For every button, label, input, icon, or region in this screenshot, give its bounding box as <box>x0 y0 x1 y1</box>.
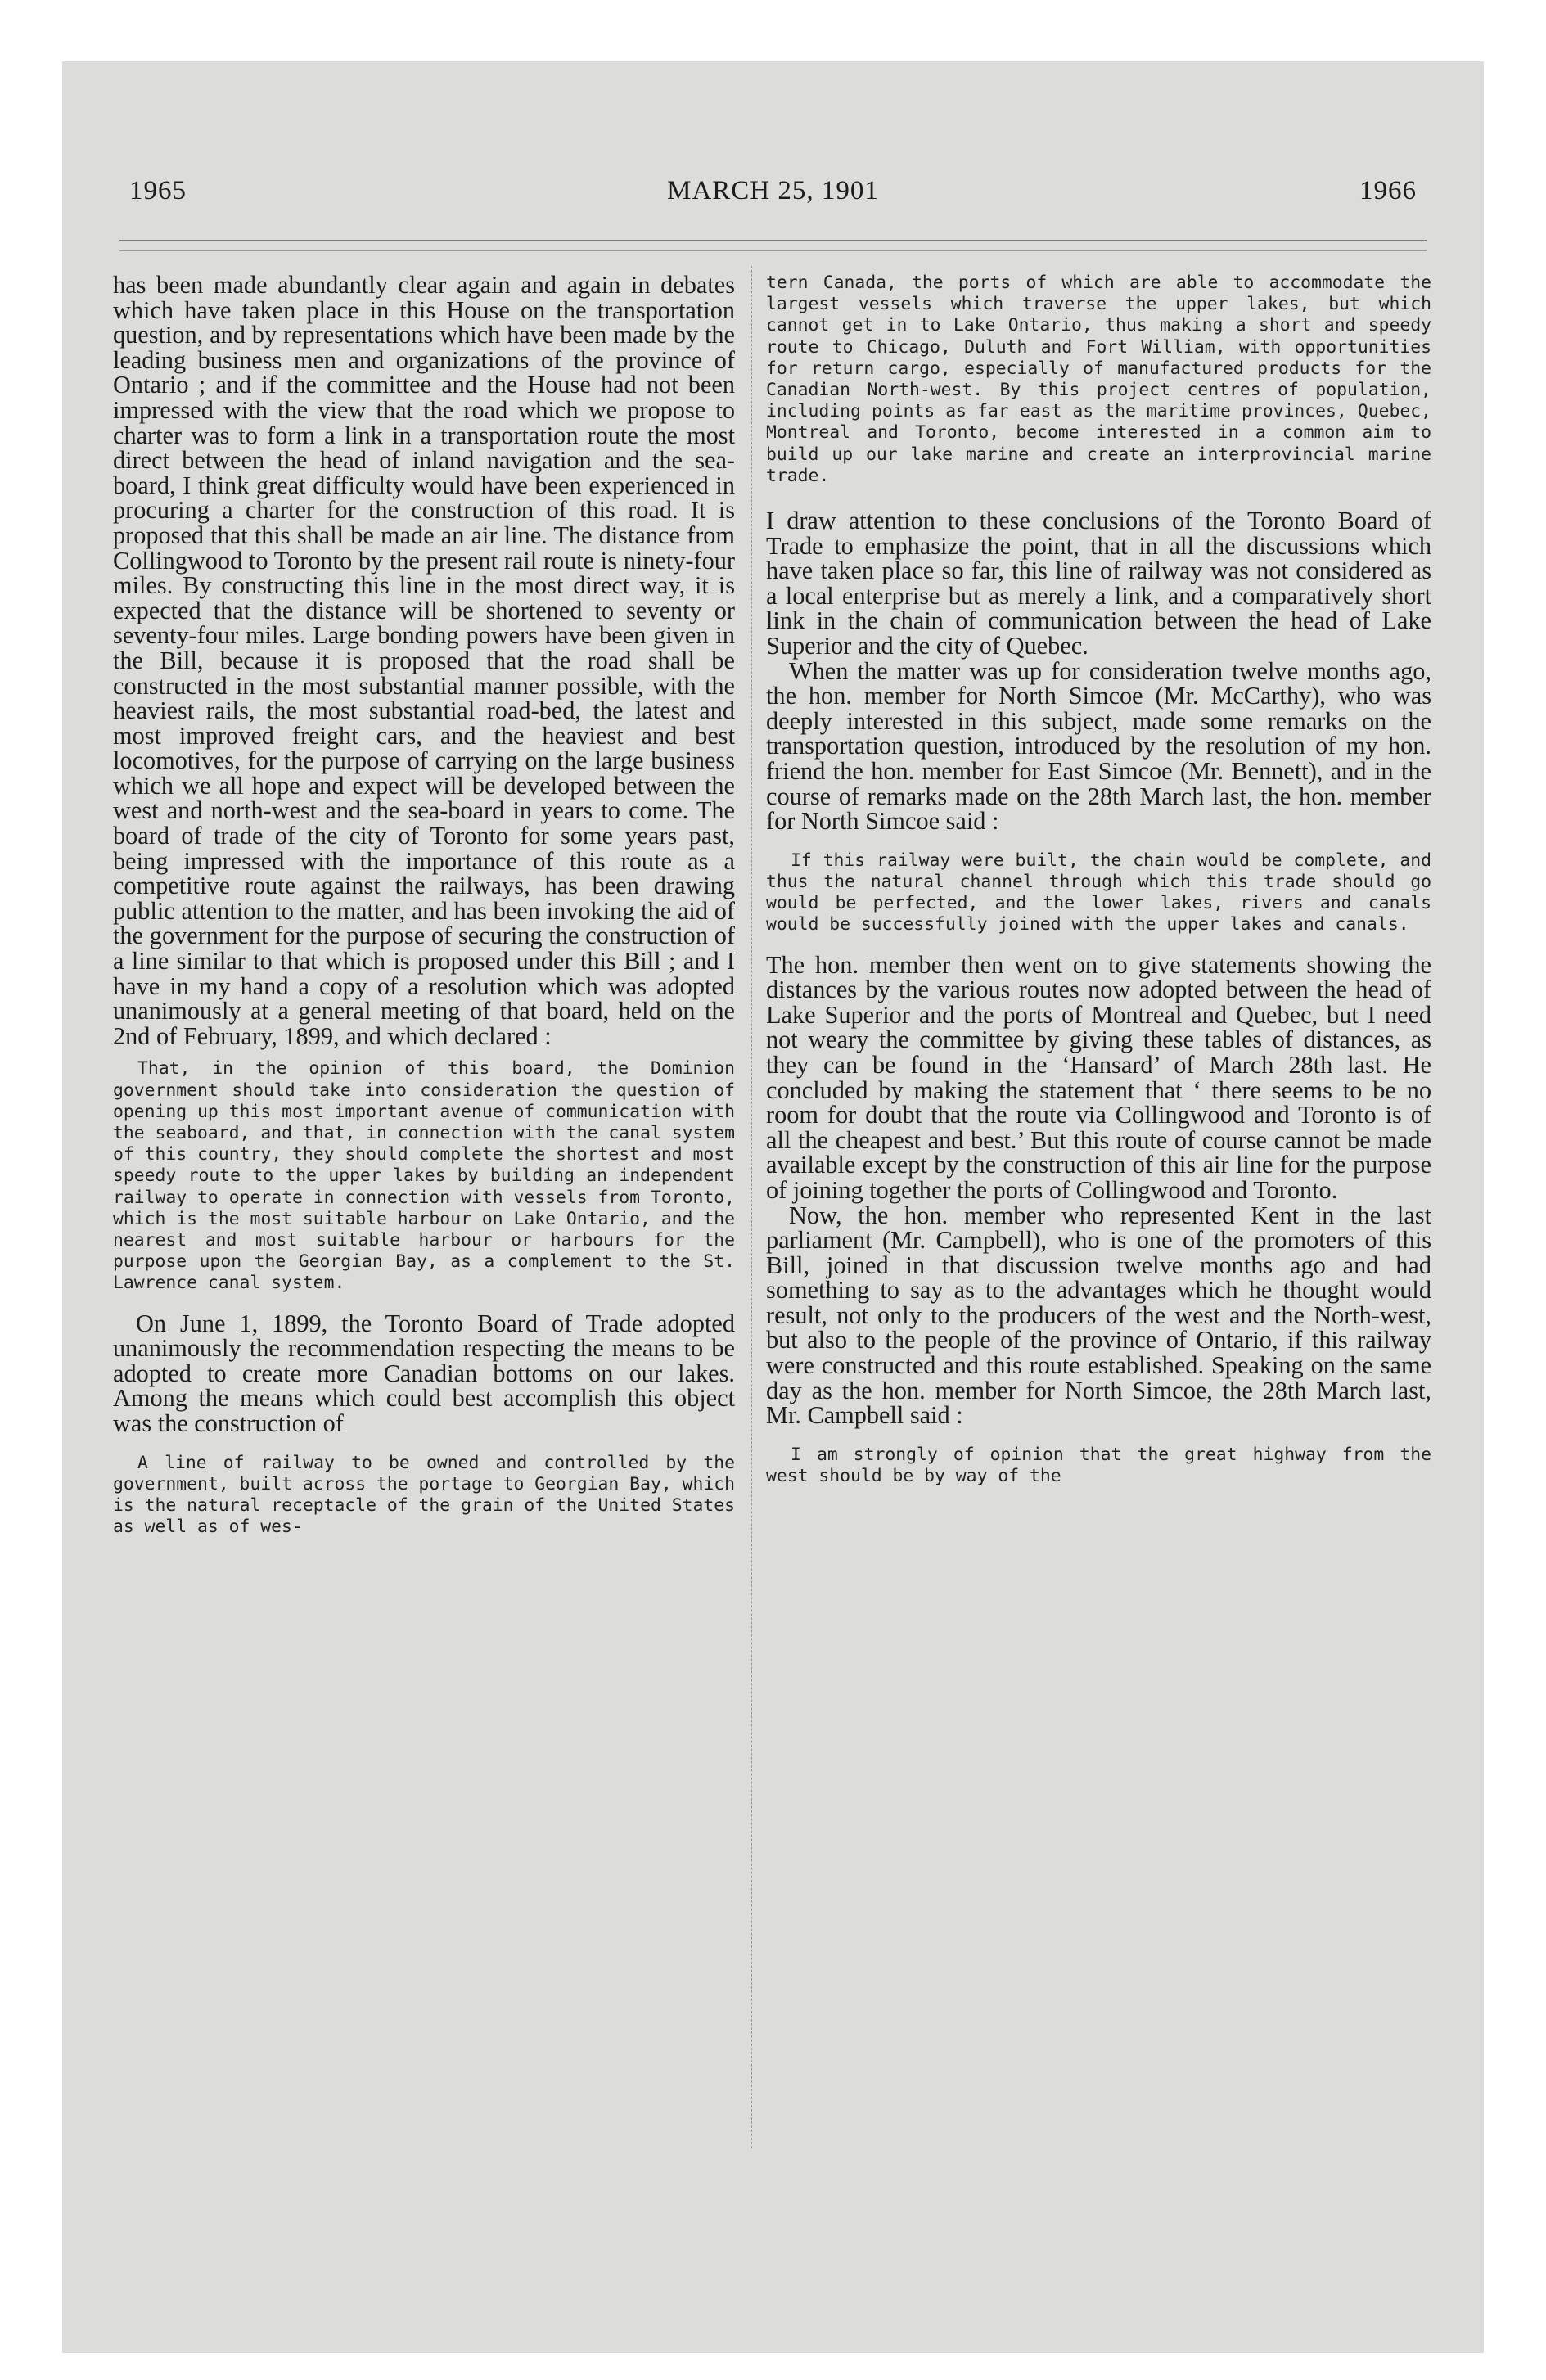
header-rule <box>119 240 1427 241</box>
paragraph: On June 1, 1899, the Toronto Board of Trade adopted unanimously the recommendation respecting the means to be adopted to create more Canadian bottoms on our lakes. Among the means which could best accomplish this object was the construction of <box>113 1309 735 1438</box>
paragraph: Now, the hon. member who represented Kent in the last parliament (Mr. Campbell), who is one of the promoters of this Bill, joined in that discussion twelve months ago and had something to say as to the advantages which he thought would result, not only to the producers of the west and the North-west, but also to the people of the province of Ontario, if this railway were constructed and this route established. Speaking on the same day as the hon. member for North Simcoe, the 28th March last, Mr. Campbell said : <box>766 1201 1431 1430</box>
block-quote: That, in the opinion of this board, the Dominion government should take into consideration the question of opening up this most important avenue of communication with the seaboard, and that, in connection with the canal system of this country, they should complete the shortest and most speedy route to the upper lakes by building an independent railway to operate in connection with vessels from Toronto, which is the most suitable harbour on Lake Ontario, and the nearest and most suitable harbour or harbours for the purpose upon the Georgian Bay, as a complement to the St. Lawrence canal system. <box>113 1058 735 1294</box>
right-page-number: 1966 <box>1359 176 1417 205</box>
block-quote: If this railway were built, the chain would be complete, and thus the natural channel through which this trade should go would be perfected, and the lower lakes, rivers and canals would be successfully joined with the upper lakes and canals. <box>766 850 1431 935</box>
paragraph: I draw attention to these conclusions of the Toronto Board of Trade to emphasize the point, that in all the discussions which have taken place so far, this line of railway was not considered as a local enterprise but as merely a link, and a comparatively short link in the chain of communication between the head of Lake Superior and the city of Quebec. <box>766 507 1431 660</box>
right-column <box>766 273 1431 1487</box>
block-quote-continued: tern Canada, the ports of which are able to accommodate the largest vessels which traverse the upper lakes, but which cannot get in to Lake Ontario, thus making a short and speedy route to Chicago, Duluth and Fort William, with opportunities for return cargo, especially of manufactured products for the Canadian North-west. By this project centres of population, including points as far east as the maritime provinces, Quebec, Montreal and Toronto, become interested in a common aim to build up our lake marine and create an interprovincial marine trade. <box>766 273 1431 486</box>
column-divider <box>751 266 752 2148</box>
paragraph: When the matter was up for consideration twelve months ago, the hon. member for North Simcoe (Mr. McCarthy), who was deeply interested in this subject, made some remarks on the transportation question, introduced by the resolution of my hon. friend the hon. member for East Simcoe (Mr. Bennett), and in the course of remarks made on the 28th March last, the hon. member for North Simcoe said : <box>766 656 1431 836</box>
left-column <box>113 273 735 1538</box>
header-rule-thin <box>119 250 1427 251</box>
paragraph: The hon. member then went on to give statements showing the distances by the various routes now adopted between the head of Lake Superior and the ports of Montreal and Quebec, but I need not weary the committee by giving these tables of distances, as they can be found in the ‘Hansard’ of March 28th last. He concluded by making the statement that ‘ there seems to be no room for doubt that the route via Collingwood and Toronto is of all the cheapest and best.’ But this route of course cannot be made available except by the construction of this air line for the purpose of joining together the ports of Collingwood and Toronto. <box>766 950 1431 1204</box>
page-date-title: MARCH 25, 1901 <box>667 176 879 205</box>
left-page-number: 1965 <box>129 176 187 205</box>
page <box>62 61 1484 2353</box>
block-quote: I am strongly of opinion that the great highway from the west should be by way of the <box>766 1444 1431 1487</box>
page-header <box>129 176 1417 214</box>
paragraph: has been made abundantly clear again and again in debates which have taken place in this House on the transportation question, and by representations which have been made by the leading business men and organizations of the province of Ontario ; and if the committee and the House had not been impressed with the view that the road which we propose to charter was to form a link in a transportation route the most direct between the head of inland navigation and the sea-board, I think great difficulty would have been experienced in procuring a charter for the construction of this road. It is proposed that this shall be made an air line. The distance from Collingwood to Toronto by the present rail route is ninety-four miles. By constructing this line in the most direct way, it is expected that the distance will be shortened to seventy or seventy-four miles. Large bonding powers have been given in the Bill, because it is proposed that the road shall be constructed in the most substantial manner possible, with the heaviest rails, the most substantial road-bed, the latest and most improved freight cars, and the heaviest and best locomotives, for the purpose of carrying on the large business which we all hope and expect will be developed between the west and north-west and the sea-board in years to come. The board of trade of the city of Toronto for some years past, being impressed with the importance of this route as a competitive route against the railways, has been drawing public attention to the matter, and has been invoking the aid of the government for the purpose of securing the construction of a line similar to that which is proposed under this Bill ; and I have in my hand a copy of a resolution which was adopted unanimously at a general meeting of that board, held on the 2nd of February, 1899, and which declared : <box>113 271 735 1050</box>
block-quote: A line of railway to be owned and controlled by the government, built across the portage to Georgian Bay, which is the natural receptacle of the grain of the United States as well as of wes- <box>113 1452 735 1538</box>
